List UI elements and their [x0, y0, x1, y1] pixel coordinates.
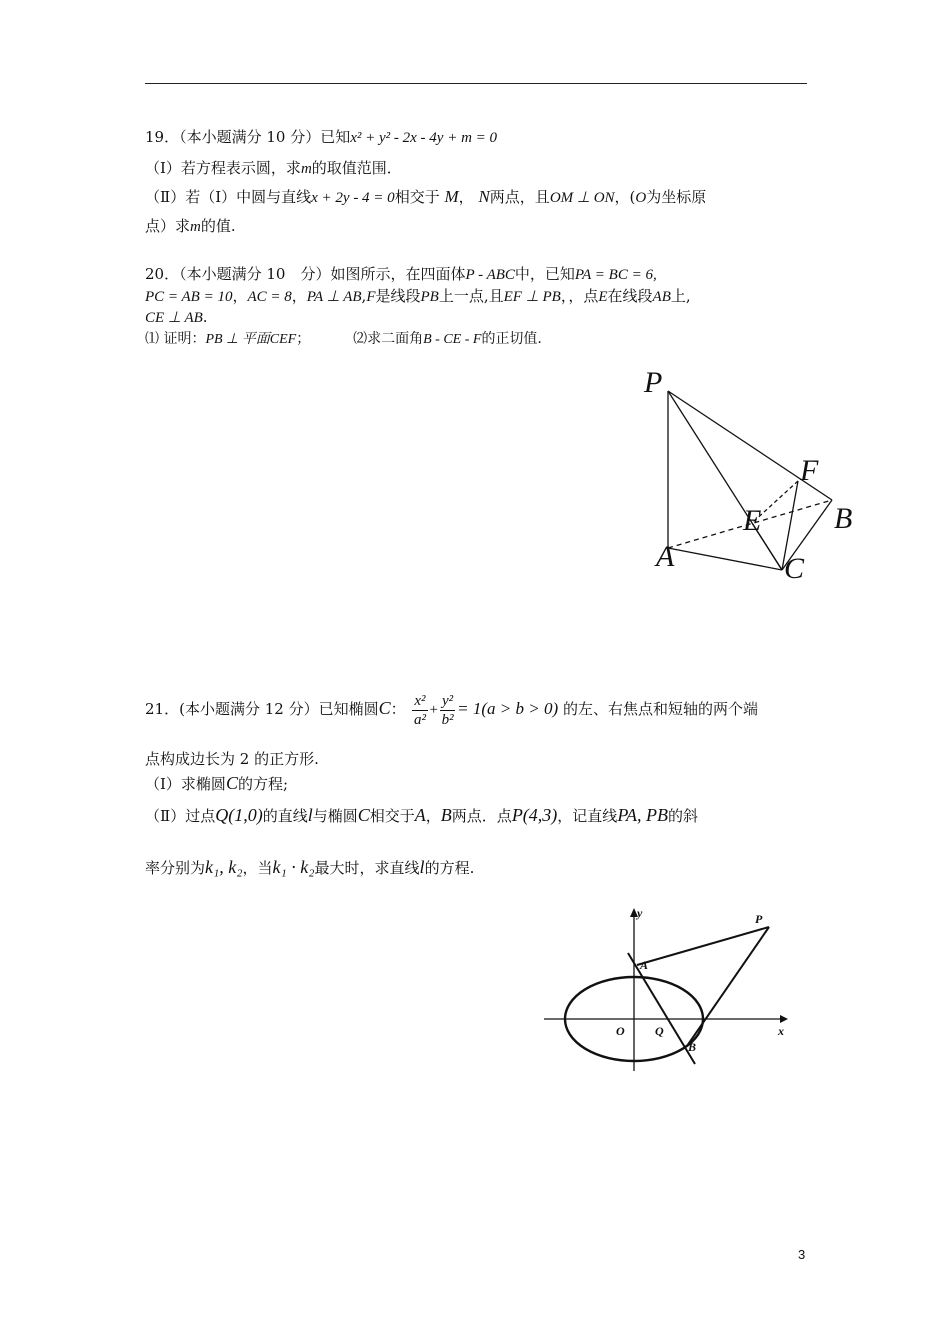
label-C: C: [784, 552, 805, 585]
tetrahedron-figure: [640, 360, 870, 590]
header-rule: [145, 83, 807, 84]
line-PB: [687, 927, 769, 1046]
q21-part2-cont: 率分别为k₁, k₂，当k₁ · k₂最大时，求直线l的方程.: [145, 857, 475, 877]
q19-part1: （Ⅰ）若方程表示圆，求m的取值范围．: [145, 159, 402, 177]
label-F: F: [800, 454, 819, 487]
edge-AC: [668, 548, 782, 570]
ellipse-figure: [540, 905, 800, 1080]
label-A: A: [640, 958, 649, 972]
label-y: y: [637, 906, 643, 920]
q20-line2: PC = AB = 10，AC = 8，PA ⊥ AB,F是线段PB上一点,且EF ⊥ PB，，点E在线段AB上,: [145, 287, 691, 305]
label-E: E: [743, 504, 762, 537]
label-x: x: [778, 1024, 784, 1038]
label-B: B: [688, 1040, 697, 1054]
label-A: A: [656, 540, 675, 573]
label-P: P: [644, 366, 663, 399]
label-Q: Q: [655, 1024, 664, 1038]
line-l: [628, 953, 695, 1064]
label-B: B: [834, 502, 853, 535]
q21-line1: 21．(本小题满分 12 分）已知椭圆C： $\frac{\text{x²}}{\text{a²}}$ + $\frac{\text{y²}}{\text{b²}}$ = 1(a > b > 0) 的左、右焦点和短轴的两个端: [145, 692, 758, 728]
label-O: O: [616, 1024, 625, 1038]
label-P: P: [755, 912, 763, 926]
fraction-x2-a2: $\frac{\text{x²}}{\text{a²}}$: [413, 692, 426, 728]
q20-line1: 20．（本小题满分 10 分）如图所示，在四面体P - ABC中，已知PA = BC = 6,: [145, 265, 657, 283]
q19-part2-cont: 点）求m的值.: [145, 217, 236, 235]
q20-line3: CE ⊥ AB.: [145, 308, 208, 326]
q19-head: 19．（本小题满分 10 分）已知x² + y² - 2x - 4y + m = 0: [145, 128, 498, 146]
line-PA: [637, 927, 769, 965]
q19-part2: （Ⅱ）若（Ⅰ）中圆与直线x + 2y - 4 = 0相交于 M， N两点，且OM ⊥ ON，(O为坐标原: [145, 187, 707, 206]
q19-equation: x² + y² - 2x - 4y + m = 0: [350, 130, 498, 146]
x-axis-arrow: [780, 1015, 788, 1023]
q20-subparts: ⑴ 证明：PB ⊥ 平面CEF； ⑵求二面角B - CE - F的正切值.: [145, 331, 542, 347]
q21-part2: （Ⅱ）过点Q(1,0)的直线l与椭圆C相交于A，B两点．点P(4,3)，记直线PA, PB的斜: [145, 805, 698, 825]
fraction-y2-b2: $\frac{\text{y²}}{\text{b²}}$: [441, 692, 454, 728]
q21-part1: （Ⅰ）求椭圆C的方程;: [145, 773, 289, 793]
page-number: 3: [798, 1247, 806, 1262]
q21-line2: 点构成边长为 2 的正方形.: [145, 750, 319, 768]
